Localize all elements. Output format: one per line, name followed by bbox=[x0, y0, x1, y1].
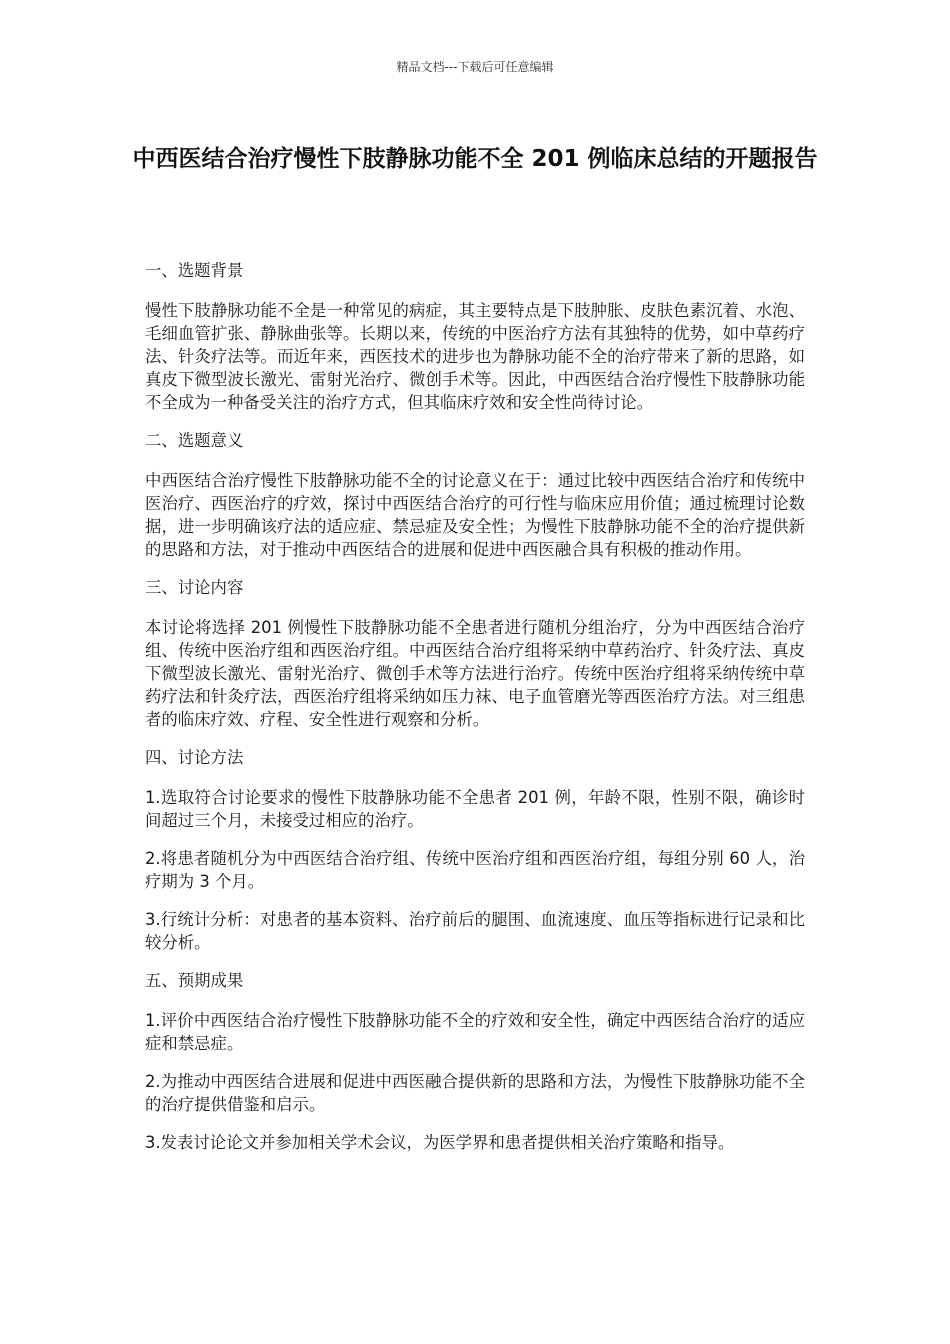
section-background bbox=[145, 259, 805, 414]
section-content bbox=[145, 576, 805, 731]
section-heading: 一、选题背景 bbox=[145, 261, 244, 280]
section-significance bbox=[145, 429, 805, 561]
section-heading: 三、讨论内容 bbox=[145, 578, 244, 597]
section-paragraph: 中西医结合治疗慢性下肢静脉功能不全的讨论意义在于：通过比较中西医结合治疗和传统中医治疗、西医治疗的疗效，探讨中西医结合治疗的可行性与临床应用价值；通过梳理讨论数据，进一步明确该疗法的适应症、禁忌症及安全性；为慢性下肢静脉功能不全的治疗提供新的思路和方法，对于推动中西医结合的进展和促进中西医融合具有积极的推动作用。 bbox=[145, 471, 805, 559]
section-heading: 二、选题意义 bbox=[145, 431, 244, 450]
section-expected-results bbox=[145, 969, 805, 1154]
section-methods bbox=[145, 746, 805, 954]
section-heading: 四、讨论方法 bbox=[145, 748, 244, 767]
section-paragraph: 慢性下肢静脉功能不全是一种常见的病症，其主要特点是下肢肿胀、皮肤色素沉着、水泡、毛细血管扩张、静脉曲张等。长期以来，传统的中医治疗方法有其独特的优势，如中草药疗法、针灸疗法等。而近年来，西医技术的进步也为静脉功能不全的治疗带来了新的思路，如真皮下微型波长激光、雷射光治疗、微创手术等。因此，中西医结合治疗慢性下肢静脉功能不全成为一种备受关注的治疗方式，但其临床疗效和安全性尚待讨论。 bbox=[145, 301, 805, 412]
section-paragraph: 本讨论将选择 201 例慢性下肢静脉功能不全患者进行随机分组治疗，分为中西医结合治疗组、传统中医治疗组和西医治疗组。中西医结合治疗组将采纳中草药治疗、针灸疗法、真皮下微型波长激光、雷射光治疗、微创手术等方法进行治疗。传统中医治疗组将采纳传统中草药疗法和针灸疗法，西医治疗组将采纳如压力袜、电子血管磨光等西医治疗方法。对三组患者的临床疗效、疗程、安全性进行观察和分析。 bbox=[145, 618, 805, 729]
result-item: 2.为推动中西医结合进展和促进中西医融合提供新的思路和方法，为慢性下肢静脉功能不全的治疗提供借鉴和启示。 bbox=[145, 1072, 805, 1114]
document-title: 中西医结合治疗慢性下肢静脉功能不全 201 例临床总结的开题报告 bbox=[132, 146, 818, 172]
method-item: 2.将患者随机分为中西医结合治疗组、传统中医治疗组和西医治疗组，每组分别 60 人，治疗期为 3 个月。 bbox=[145, 849, 805, 891]
section-heading: 五、预期成果 bbox=[145, 971, 244, 990]
result-item: 1.评价中西医结合治疗慢性下肢静脉功能不全的疗效和安全性，确定中西医结合治疗的适应症和禁忌症。 bbox=[145, 1011, 805, 1053]
document-body bbox=[145, 259, 805, 1169]
header-note: 精品文档---下载后可任意编辑 bbox=[396, 60, 554, 74]
method-item: 3.行统计分析：对患者的基本资料、治疗前后的腿围、血流速度、血压等指标进行记录和比较分析。 bbox=[145, 910, 805, 952]
result-item: 3.发表讨论论文并参加相关学术会议，为医学界和患者提供相关治疗策略和指导。 bbox=[145, 1133, 735, 1152]
method-item: 1.选取符合讨论要求的慢性下肢静脉功能不全患者 201 例，年龄不限，性别不限，确诊时间超过三个月，未接受过相应的治疗。 bbox=[145, 788, 805, 830]
